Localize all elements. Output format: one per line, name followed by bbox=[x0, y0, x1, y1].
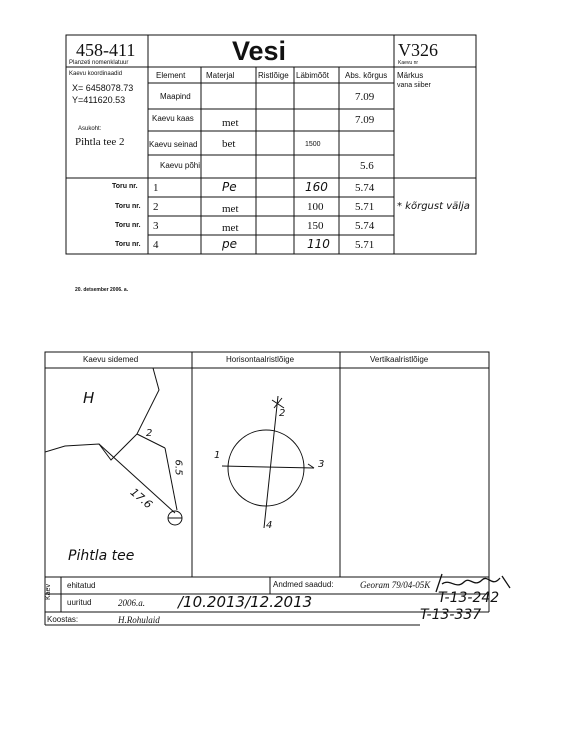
handwritten-code: T-13-337 bbox=[420, 607, 482, 623]
col-diameter: Läbimõõt bbox=[296, 71, 329, 80]
sketch-corner-label: 2 bbox=[146, 428, 153, 439]
coordinates-label: Kaevu koordinaadid bbox=[69, 71, 123, 77]
well-side-label: Kaev bbox=[45, 584, 52, 600]
row-diameter: 1500 bbox=[305, 141, 321, 148]
remarks-label: Märkus bbox=[397, 71, 424, 80]
built-label: ehitatud bbox=[67, 581, 96, 590]
location-label: Asukoht: bbox=[78, 126, 102, 132]
pipe-height: 5.71 bbox=[355, 201, 375, 213]
row-element: Kaevu põhi bbox=[160, 161, 201, 170]
links-header: Kaevu sidemed bbox=[83, 355, 139, 364]
pipe-diameter: 150 bbox=[307, 220, 324, 232]
pipe-note: * kõrgust välja bbox=[397, 201, 470, 212]
pipe-diameter: 110 bbox=[307, 237, 330, 251]
well-number-label: Kaevu nr bbox=[398, 60, 419, 66]
pipe-number: 3 bbox=[153, 220, 159, 232]
page-title: Vesi bbox=[232, 36, 287, 66]
sketch-street-label: Pihtla tee bbox=[68, 548, 135, 564]
handwritten-code: T-13-242 bbox=[438, 590, 500, 606]
pipe-diameter: 100 bbox=[307, 201, 324, 213]
pipe-label: Toru nr. bbox=[115, 241, 141, 248]
pipe-number: 4 bbox=[153, 239, 159, 251]
handwritten-signature bbox=[430, 570, 520, 596]
row-element: Maapind bbox=[160, 92, 191, 101]
pipe-material: met bbox=[222, 203, 239, 215]
row-element: Kaevu seinad bbox=[149, 140, 198, 149]
row-height: 7.09 bbox=[355, 114, 375, 126]
coordinate-x: X= 6458078.73 bbox=[72, 83, 134, 93]
pipe-material: pe bbox=[222, 237, 237, 251]
pipe-label: Toru nr. bbox=[115, 203, 141, 210]
col-height: Abs. kõrgus bbox=[345, 71, 388, 80]
row-height: 7.09 bbox=[355, 91, 375, 103]
source-value: Georam 79/04-05K bbox=[360, 580, 431, 590]
col-section: Ristlõige bbox=[258, 71, 289, 80]
compiled-value: H.Rohulaid bbox=[118, 615, 160, 625]
section-label-north: 2 bbox=[279, 408, 286, 419]
col-element: Element bbox=[156, 71, 186, 80]
nomenclature-number: 458-411 bbox=[76, 40, 136, 60]
pipe-label: Toru nr. bbox=[115, 222, 141, 229]
row-element: Kaevu kaas bbox=[152, 114, 194, 123]
row-material: bet bbox=[222, 138, 236, 150]
date-note: 20. detsember 2006. a. bbox=[75, 287, 129, 293]
well-number: V326 bbox=[398, 40, 438, 60]
compiled-label: Koostas: bbox=[47, 615, 79, 624]
nomenclature-label: Planzeti nomenklatuur bbox=[69, 60, 129, 66]
section-label-west: 1 bbox=[214, 450, 221, 461]
horizontal-header: Horisontaalristlõige bbox=[226, 355, 295, 364]
surveyed-value: 2006.a. bbox=[118, 598, 145, 608]
pipe-material: met bbox=[222, 222, 239, 234]
surveyed-label: uuritud bbox=[67, 598, 92, 607]
section-label-east: 3 bbox=[318, 459, 325, 470]
pipe-number: 1 bbox=[153, 182, 159, 194]
coordinate-y: Y=411620.53 bbox=[72, 95, 126, 105]
sketch-dist-b: 17.6 bbox=[127, 485, 155, 512]
location-value: Pihtla tee 2 bbox=[75, 136, 125, 148]
horizontal-section bbox=[192, 368, 340, 577]
row-material: met bbox=[222, 117, 239, 129]
pipe-height: 5.74 bbox=[355, 220, 375, 232]
remarks-value: vana siiber bbox=[397, 82, 431, 89]
sketch-house-label: H bbox=[83, 389, 95, 407]
section-label-south: 4 bbox=[266, 520, 273, 531]
source-label: Andmed saadud: bbox=[273, 580, 334, 589]
pipe-diameter: 160 bbox=[305, 180, 328, 194]
pipe-material: Pe bbox=[222, 180, 237, 194]
row-height: 5.6 bbox=[360, 160, 374, 172]
pipe-label: Toru nr. bbox=[112, 183, 138, 190]
col-material: Materjal bbox=[206, 71, 235, 80]
links-sketch bbox=[45, 368, 192, 577]
pipe-height: 5.74 bbox=[355, 182, 375, 194]
pipe-number: 2 bbox=[153, 201, 159, 213]
pipe-height: 5.71 bbox=[355, 239, 375, 251]
vertical-header: Vertikaalristlõige bbox=[370, 355, 429, 364]
handwritten-dates: /10.2013/12.2013 bbox=[178, 593, 313, 611]
sketch-dist-a: 6.5 bbox=[172, 459, 184, 476]
